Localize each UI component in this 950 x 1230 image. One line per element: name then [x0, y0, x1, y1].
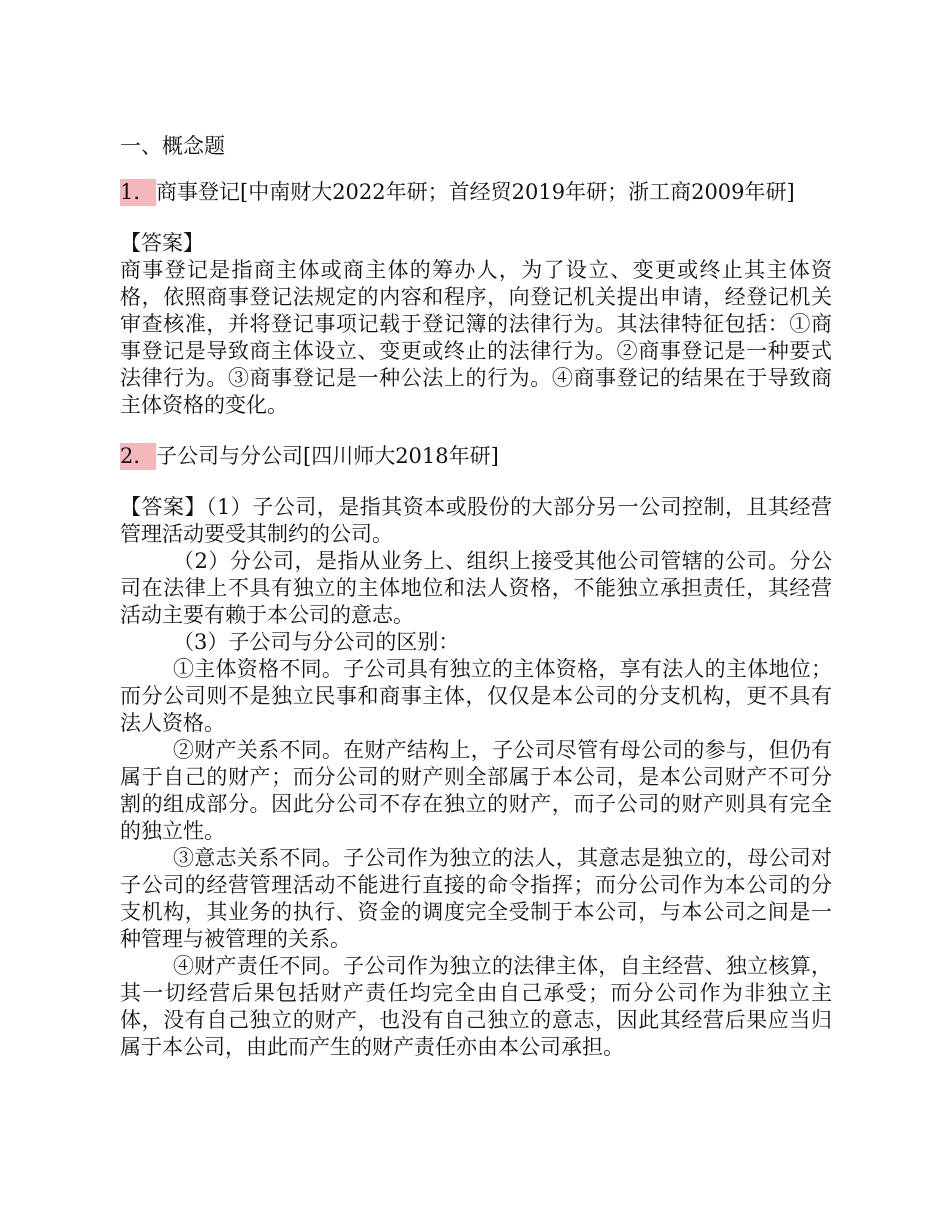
- question-2-number: 2．: [120, 444, 155, 468]
- answer-2-difference-4: ④财产责任不同。子公司作为独立的法律主体，自主经营、独立核算，其一切经营后果包括财产责任均完全由自己承受；而分公司作为非独立主体，没有自己独立的财产，也没有自己独立的意志，因此其经营后果应当归属于本公司，由此而产生的财产责任亦由本公司承担。: [120, 954, 832, 1059]
- answer-1-text: 商事登记是指商主体或商主体的筹办人，为了设立、变更或终止其主体资格，依照商事登记法规定的内容和程序，向登记机关提出申请，经登记机关审查核准，并将登记事项记载于登记簿的法律行为。其法律特征包括：①商事登记是导致商主体设立、变更或终止的法律行为。②商事登记是一种要式法律行为。③商事登记是一种公法上的行为。④商事登记的结果在于导致商主体资格的变化。: [120, 258, 832, 417]
- question-1-title: 商事登记[中南财大2022年研；首经贸2019年研；浙工商2009年研]: [156, 180, 795, 204]
- document-page: [120, 133, 832, 1061]
- answer-1-block: [120, 230, 832, 419]
- answer-2-difference-2: ②财产关系不同。在财产结构上，子公司尽管有母公司的参与，但仍有属于自己的财产；而分公司的财产则全部属于本公司，是本公司财产不可分割的组成部分。因此分公司不存在独立的财产，而子公司的财产则具有完全的独立性。: [120, 738, 832, 843]
- answer-2-tag: 【答案】: [120, 495, 206, 519]
- answer-2-difference-3: ③意志关系不同。子公司作为独立的法人，其意志是独立的，母公司对子公司的经营管理活动不能进行直接的命令指挥；而分公司作为本公司的分支机构，其业务的执行、资金的调度完全受制于本公司，与本公司之间是一种管理与被管理的关系。: [120, 846, 832, 951]
- answer-2-difference-heading: （3）子公司与分公司的区别：: [173, 630, 460, 654]
- answer-2-paragraph-1: [120, 494, 832, 548]
- question-2-title: 子公司与分公司[四川师大2018年研]: [156, 444, 499, 468]
- question-1-number: 1．: [120, 180, 155, 204]
- question-2-heading: [120, 443, 832, 470]
- answer-1-tag: 【答案】: [120, 231, 204, 255]
- question-1-heading: [120, 179, 832, 206]
- section-title: 一、概念题: [120, 134, 225, 158]
- answer-2-block: [120, 494, 832, 1061]
- answer-2-difference-1: ①主体资格不同。子公司具有独立的主体资格，享有法人的主体地位；而分公司则不是独立民事和商事主体，仅仅是本公司的分支机构，更不具有法人资格。: [120, 657, 832, 735]
- answer-2-branch: （2）分公司，是指从业务上、组织上接受其他公司管辖的公司。分公司在法律上不具有独立的主体地位和法人资格，不能独立承担责任，其经营活动主要有赖于本公司的意志。: [120, 549, 832, 627]
- answer-2-subsidiary: （1）子公司，是指其资本或股份的大部分另一公司控制，且其经营管理活动要受其制约的公司。: [120, 495, 833, 546]
